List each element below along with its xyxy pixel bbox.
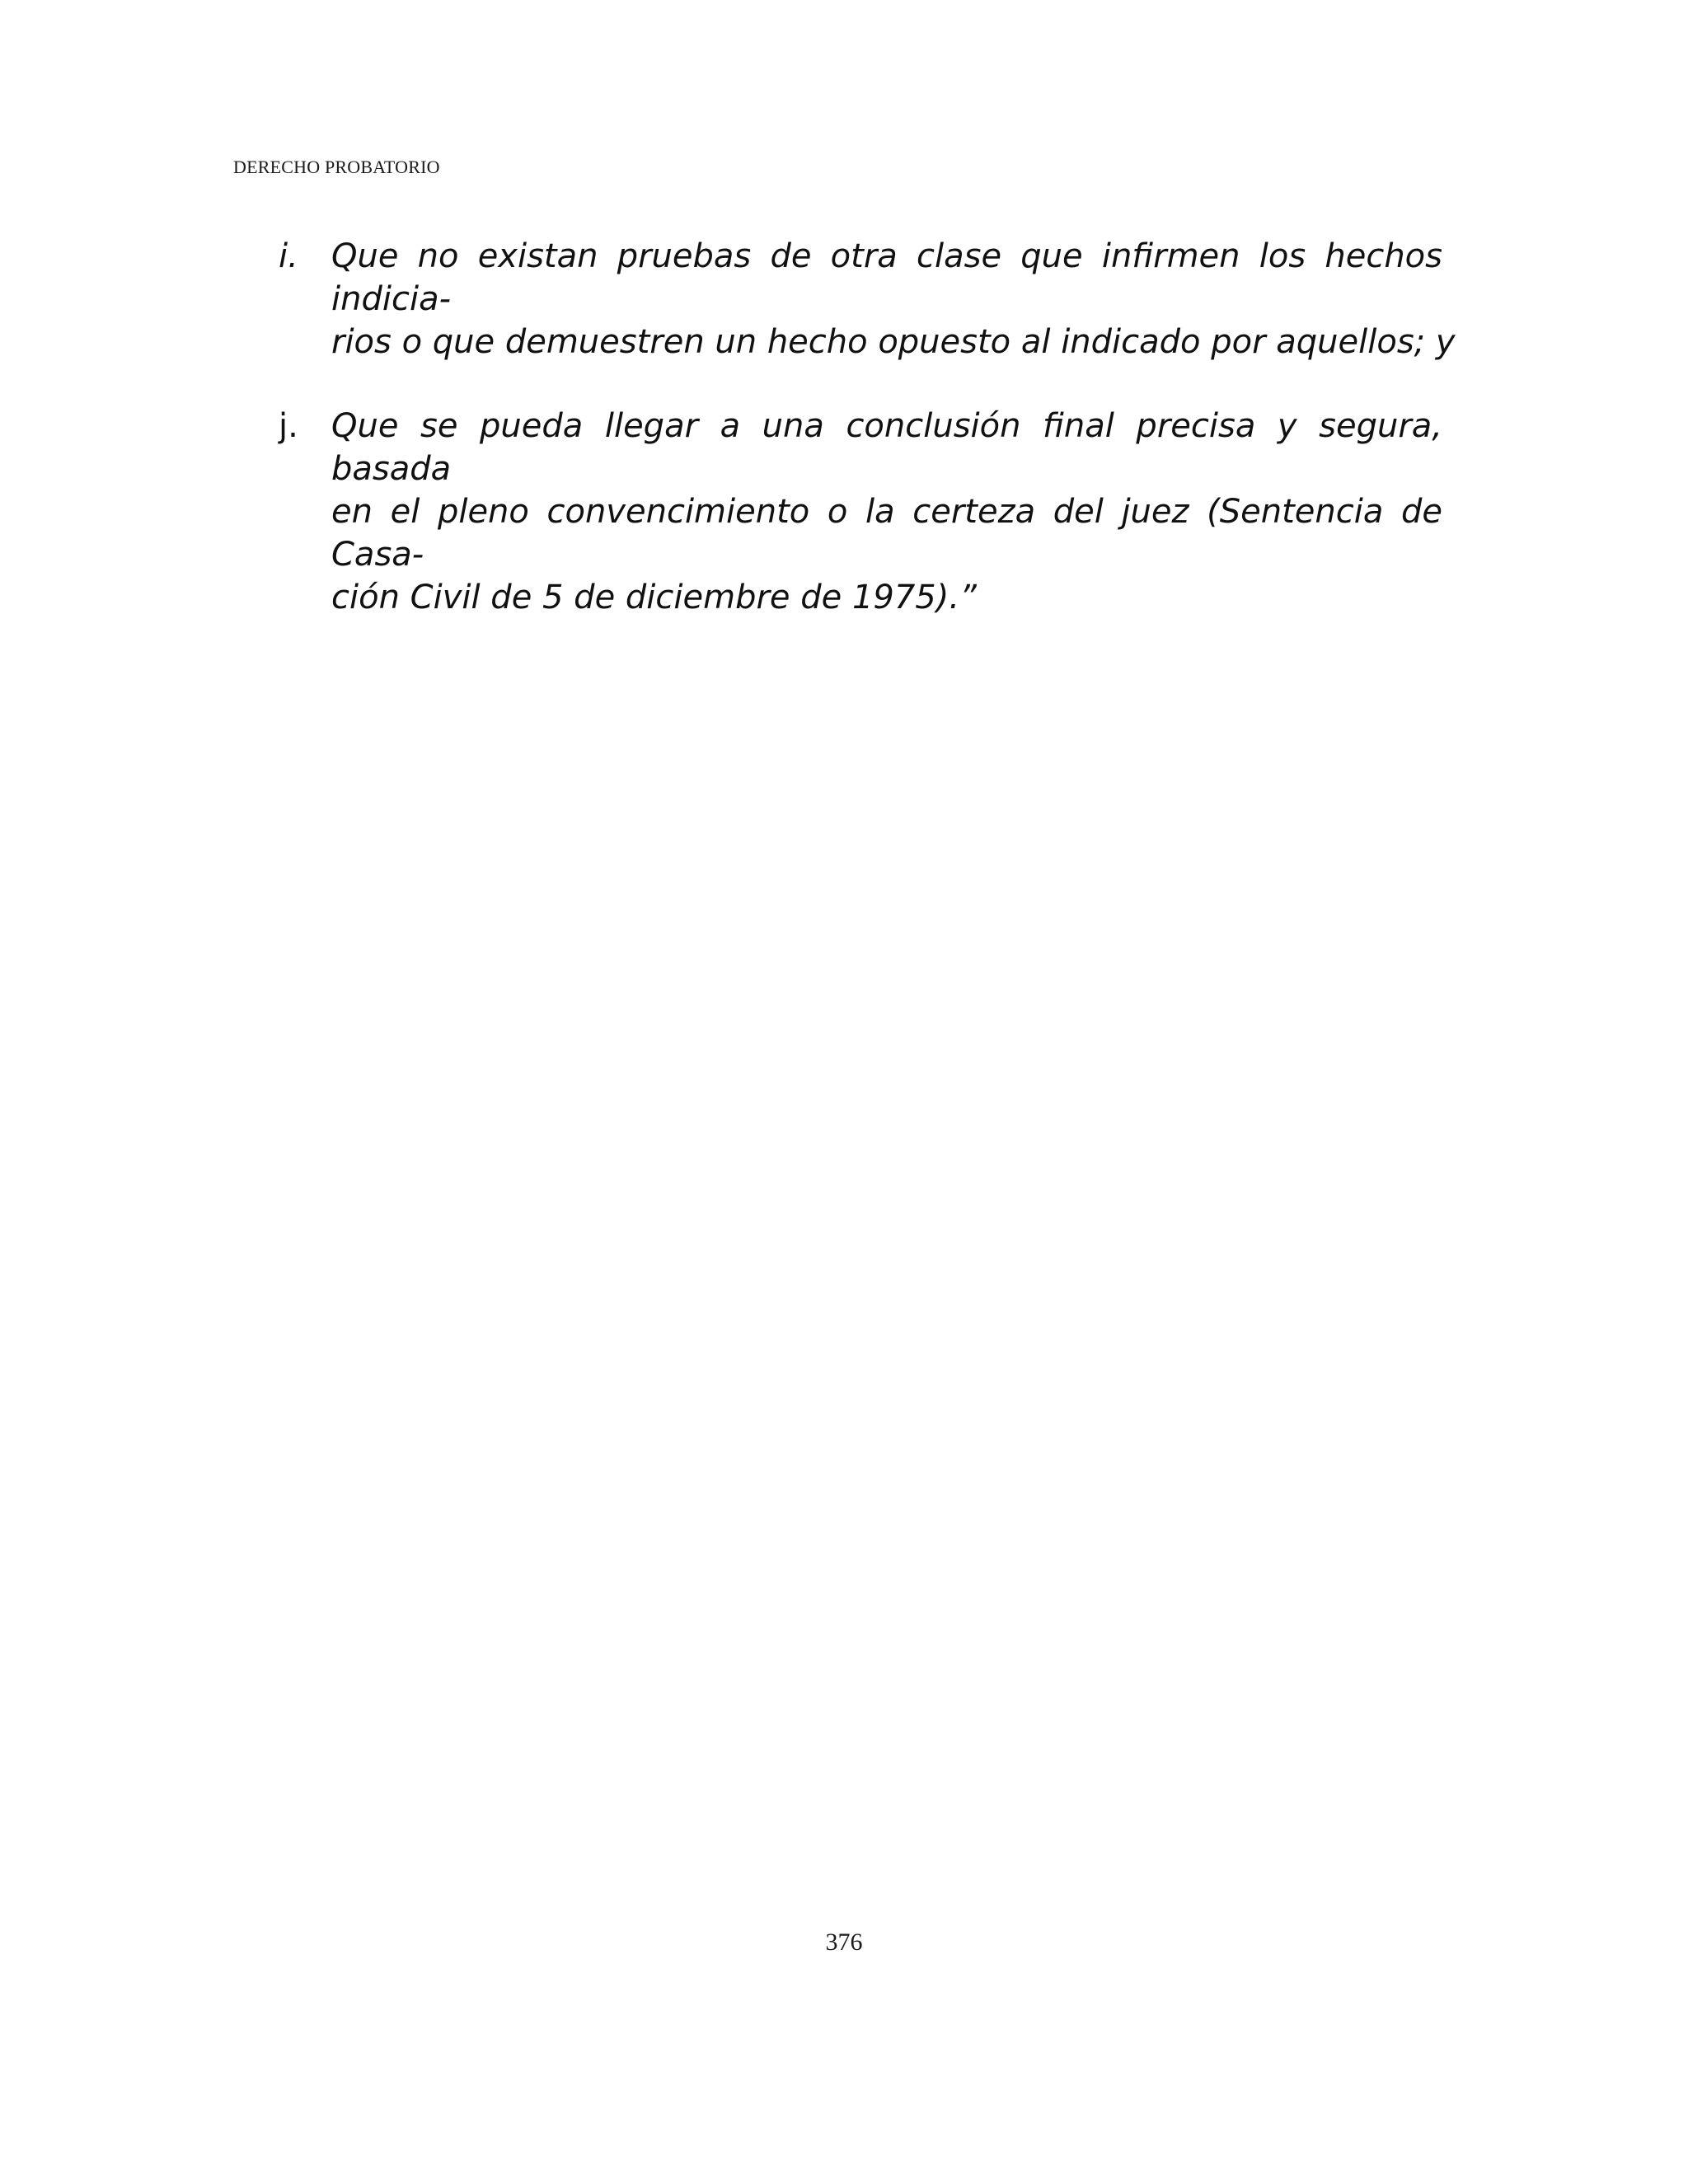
list-item-text-line: rios o que demuestren un hecho opuesto al indicado por aquellos; y bbox=[331, 323, 1456, 361]
list-item-text-line: en el pleno convencimiento o la certeza del juez (Sentencia de Casa- bbox=[331, 493, 1442, 574]
page-number: 376 bbox=[825, 1929, 863, 1956]
list-marker: i. bbox=[279, 237, 298, 275]
list-item-j bbox=[279, 405, 1442, 619]
requirements-list bbox=[279, 235, 1456, 619]
list-marker: j. bbox=[279, 407, 298, 445]
running-header: DERECHO PROBATORIO bbox=[233, 157, 440, 177]
list-item-text-line: Que se pueda llegar a una conclusión final precisa y segura, basada bbox=[331, 407, 1442, 488]
list-item-text-line: ción Civil de 5 de diciembre de 1975).” bbox=[331, 579, 977, 616]
list-item-text-line: Que no existan pruebas de otra clase que infirmen los hechos indicia- bbox=[331, 237, 1442, 318]
list-item-i bbox=[279, 235, 1456, 363]
